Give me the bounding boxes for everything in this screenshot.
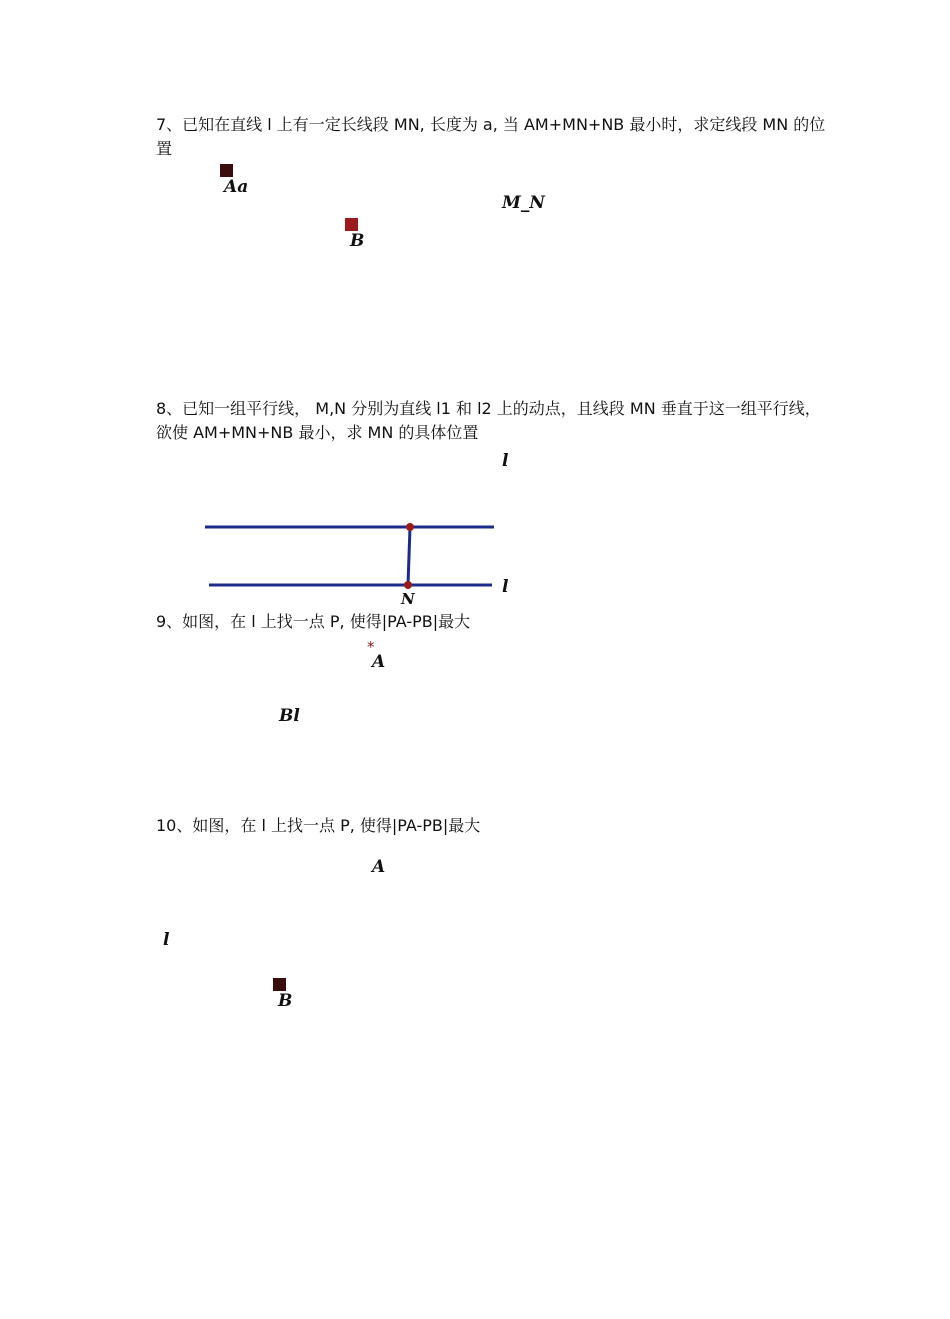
label-l-top: l [502,451,509,471]
label-l-q10: l [163,930,170,950]
label-aa: Aa [224,177,249,197]
point-b-marker-q10 [273,978,286,991]
label-n: N [401,590,415,608]
question-10 [156,814,896,838]
label-b: B [350,231,365,251]
question-8-text-line2: 欲使 AM+MN+NB 最小，求 MN 的具体位置 [156,423,479,442]
label-l-bottom: l [502,577,509,597]
label-bl: Bl [279,706,300,726]
label-b-q10: B [278,991,293,1011]
label-mn: M_N [502,193,545,213]
segment-mn [408,527,410,585]
label-a-q9: A [372,652,386,672]
question-8-text-line1: 8、已知一组平行线， M,N 分别为直线 l1 和 l2 上的动点，且线段 MN 垂直于这一组平行线， [156,399,821,418]
point-n [404,581,412,589]
point-a-star: * [367,638,375,656]
question-9-text: 9、如图，在 l 上找一点 P, 使得|PA-PB|最大 [156,612,471,631]
question-7-text-line1: 7、已知在直线 l 上有一定长线段 MN, 长度为 a, 当 AM+MN+NB 最小时，求定线段 MN 的位 [156,115,826,134]
label-a-q10: A [372,857,386,877]
question-7-text-line2: 置 [156,139,173,158]
question-10-text: 10、如图，在 l 上找一点 P, 使得|PA-PB|最大 [156,816,481,835]
point-m [406,523,414,531]
question-9 [156,610,896,634]
